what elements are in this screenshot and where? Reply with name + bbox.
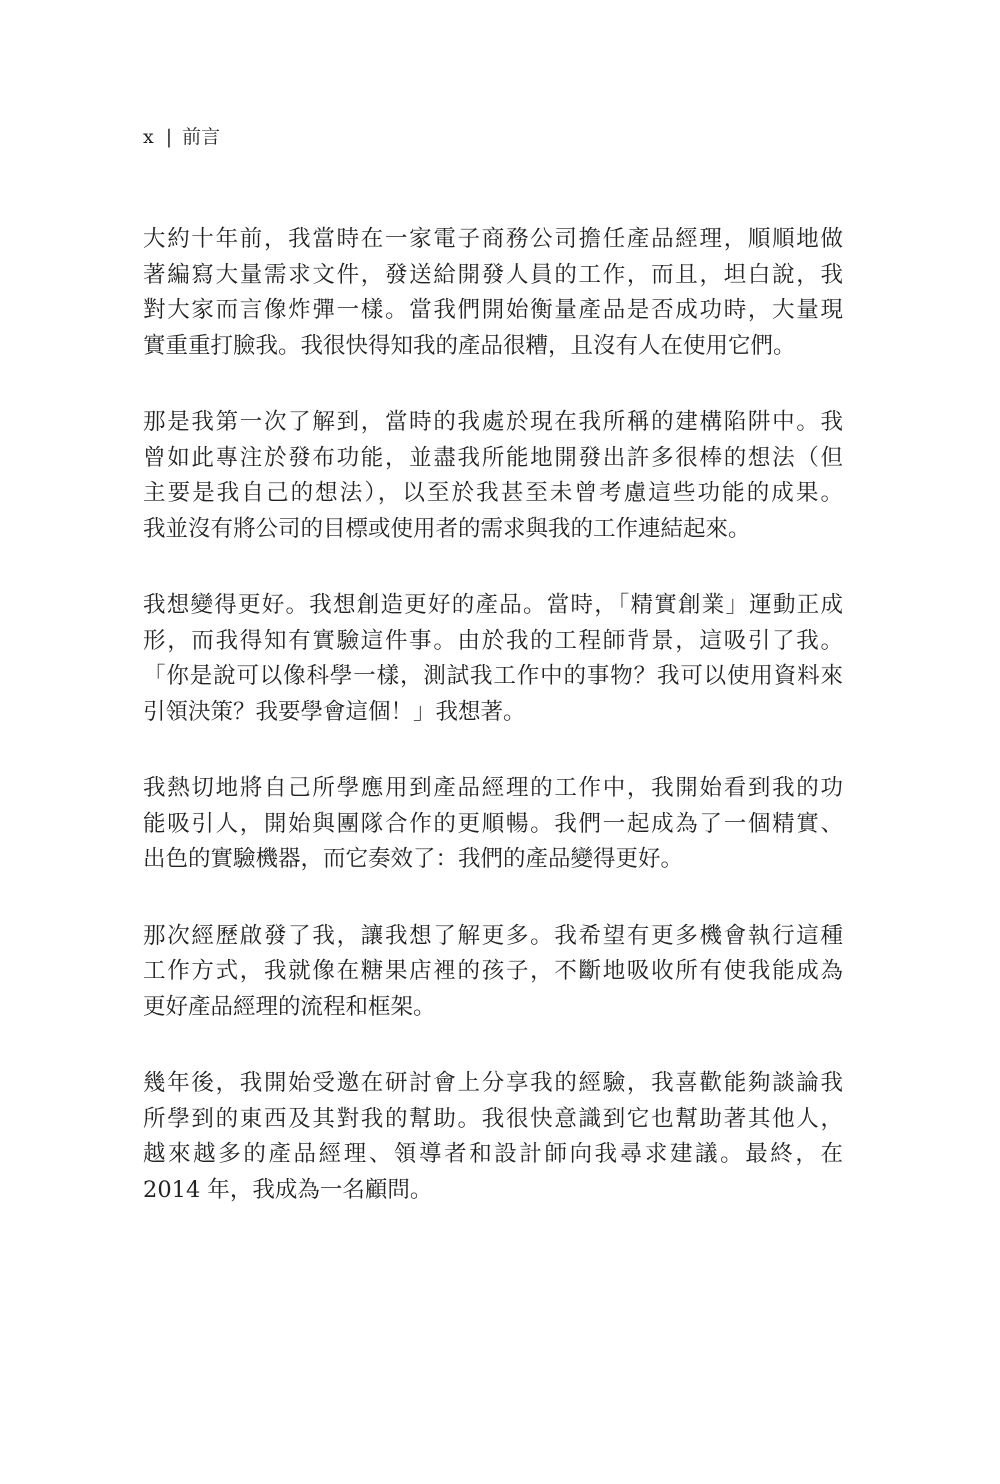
paragraph-line: 主要是我自己的想法），以至於我甚至未曾考慮這些功能的成果。 bbox=[143, 480, 843, 506]
paragraph-line: 形，而我得知有實驗這件事。由於我的工程師背景，這吸引了我。 bbox=[143, 627, 843, 654]
paragraph-2 bbox=[143, 405, 843, 547]
page-number: x bbox=[143, 126, 154, 148]
header-separator: | bbox=[165, 126, 173, 148]
paragraph-5 bbox=[143, 919, 843, 1026]
paragraph-line: 能吸引人，開始與團隊合作的更順暢。我們一起成為了一個精實、 bbox=[143, 810, 843, 837]
paragraph-line: 我想變得更好。我想創造更好的產品。當時，「精實創業」運動正成 bbox=[143, 592, 843, 618]
paragraph-line: 「你是說可以像科學一樣，測試我工作中的事物？我可以使用資料來 bbox=[143, 663, 843, 689]
paragraph-line: 對大家而言像炸彈一樣。當我們開始衡量產品是否成功時，大量現 bbox=[143, 297, 843, 323]
paragraph-line: 越來越多的產品經理、領導者和設計師向我尋求建議。最終，在 bbox=[143, 1141, 843, 1167]
paragraph-line: 實重重打臉我。我很快得知我的產品很糟，且沒有人在使用它們。 bbox=[143, 332, 796, 359]
paragraph-line: 我熱切地將自己所學應用到產品經理的工作中，我開始看到我的功 bbox=[143, 775, 843, 801]
paragraph-line: 曾如此專注於發布功能，並盡我所能地開發出許多很棒的想法（但 bbox=[143, 444, 843, 471]
paragraph-line: 工作方式，我就像在糖果店裡的孩子，不斷地吸收所有使我能成為 bbox=[143, 958, 843, 984]
paragraph-line: 更好產品經理的流程和框架。 bbox=[143, 993, 436, 1020]
paragraph-1 bbox=[143, 222, 843, 364]
paragraph-3 bbox=[143, 588, 843, 730]
paragraph-line: 著編寫大量需求文件，發送給開發人員的工作，而且，坦白說，我 bbox=[143, 261, 843, 288]
paragraph-line: 出色的實驗機器，而它奏效了：我們的產品變得更好。 bbox=[143, 846, 684, 872]
paragraph-line: 我並沒有將公司的目標或使用者的需求與我的工作連結起來。 bbox=[143, 515, 751, 542]
paragraph-line: 大約十年前，我當時在一家電子商務公司擔任產品經理，順順地做 bbox=[143, 226, 843, 252]
chapter-title: 前言 bbox=[182, 126, 221, 148]
paragraph-line: 那是我第一次了解到，當時的我處於現在我所稱的建構陷阱中。我 bbox=[143, 409, 843, 435]
paragraph-line: 2014 年，我成為一名顧問。 bbox=[143, 1176, 433, 1203]
paragraph-4 bbox=[143, 771, 843, 878]
paragraph-line: 所學到的東西及其對我的幫助。我很快意識到它也幫助著其他人， bbox=[143, 1105, 843, 1132]
paragraph-6 bbox=[143, 1066, 843, 1208]
paragraph-line: 那次經歷啟發了我，讓我想了解更多。我希望有更多機會執行這種 bbox=[143, 922, 843, 949]
running-header bbox=[143, 124, 220, 150]
paragraph-line: 幾年後，我開始受邀在研討會上分享我的經驗，我喜歡能夠談論我 bbox=[143, 1070, 843, 1096]
paragraph-line: 引領決策？我要學會這個！」我想著。 bbox=[143, 698, 526, 725]
body-text bbox=[143, 222, 843, 1249]
